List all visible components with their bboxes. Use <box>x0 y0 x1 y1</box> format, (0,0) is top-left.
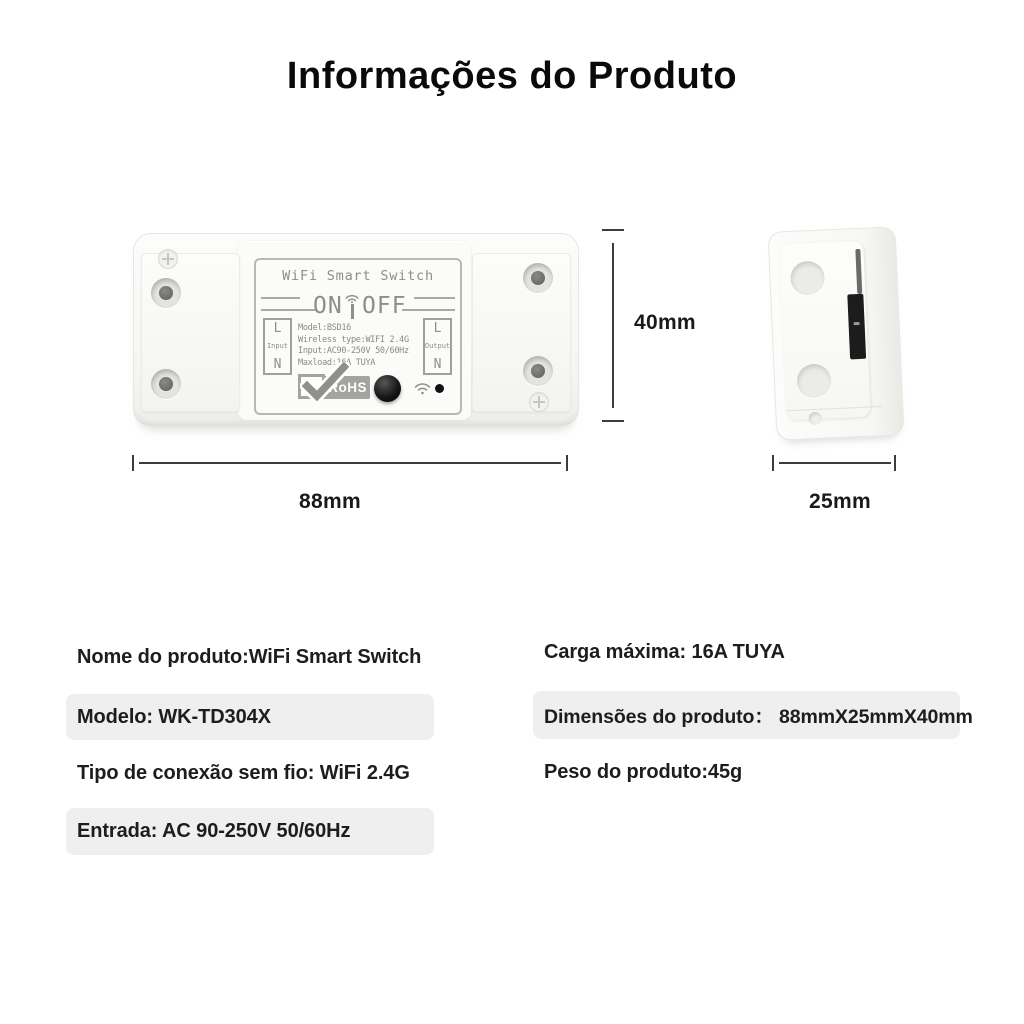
terminal-cover-left <box>141 253 240 412</box>
spec-model-text: Modelo: WK-TD304X <box>77 705 271 728</box>
depth-dimension-line <box>779 462 891 464</box>
page-title: Informações do Produto <box>286 55 738 98</box>
terminal-input-label: Input <box>266 342 289 350</box>
phillips-screw-icon <box>158 249 178 269</box>
spec-line-wireless: Wireless type:WIFI 2.4G <box>298 334 409 345</box>
dimension-tick <box>602 420 624 422</box>
spec-input <box>66 808 434 855</box>
decor-line <box>261 297 300 299</box>
terminal-l: L <box>433 321 442 336</box>
wifi-icon <box>414 382 431 395</box>
screw-hole <box>151 369 181 399</box>
off-label: OFF <box>362 293 407 319</box>
smart-switch-front-view <box>133 233 579 427</box>
terminal-l: L <box>273 321 282 336</box>
terminal-n: N <box>273 357 282 372</box>
terminal-output-label: Output <box>424 342 451 350</box>
decor-line <box>402 309 455 311</box>
spec-line-input: Input:AC90-250V 50/60Hz <box>298 346 409 357</box>
slot-contact <box>854 322 860 325</box>
dimension-tick <box>132 455 134 471</box>
width-dimension-line <box>139 462 561 464</box>
terminal-cover-right <box>472 253 571 412</box>
checkmark-icon <box>300 362 350 404</box>
smart-switch-side-view <box>768 226 905 440</box>
output-terminal-box <box>423 318 452 375</box>
dimension-tick <box>772 455 774 471</box>
depth-dimension-label: 25mm <box>809 490 871 513</box>
spec-line-model: Model:BSD16 <box>298 323 351 333</box>
spec-input-text: Entrada: AC 90-250V 50/60Hz <box>77 820 351 842</box>
bottom-dimple <box>808 412 822 426</box>
screw-hole <box>523 263 553 293</box>
led-indicator <box>435 384 444 393</box>
screw-hole <box>151 278 181 308</box>
input-terminal-box <box>263 318 292 375</box>
screw-hole <box>523 356 553 386</box>
rohs-badge <box>298 365 374 403</box>
spec-product-name: Nome do produto:WiFi Smart Switch <box>77 646 422 668</box>
terminal-n: N <box>433 357 442 372</box>
dimension-tick <box>894 455 896 471</box>
phillips-screw-icon <box>529 392 549 412</box>
dimension-tick <box>566 455 568 471</box>
width-dimension-label: 88mm <box>299 490 361 513</box>
spec-model <box>66 694 434 740</box>
decor-line <box>261 309 316 311</box>
on-label: ON <box>313 293 343 319</box>
device-label-title: WiFi Smart Switch <box>282 268 434 284</box>
spec-line-maxload: Maxload:16A TUYA <box>298 357 376 368</box>
dimension-tick <box>602 229 624 231</box>
device-label-panel <box>254 258 462 415</box>
rohs-label: RoHS <box>314 376 370 399</box>
power-button <box>374 375 401 402</box>
decor-line <box>414 297 455 299</box>
spec-dimensions-text: Dimensões do produto： 88mmX25mmX40mm <box>544 706 973 728</box>
spec-max-load: Carga máxima: 16A TUYA <box>544 641 785 663</box>
wifi-antenna-icon <box>345 294 359 319</box>
spec-connection-type: Tipo de conexão sem fio: WiFi 2.4G <box>77 762 410 784</box>
spec-dimensions <box>533 691 973 739</box>
height-dimension-label: 40mm <box>634 311 696 334</box>
height-dimension-line <box>612 243 614 408</box>
spec-weight: Peso do produto:45g <box>544 761 743 783</box>
terminal-slot <box>847 294 866 360</box>
